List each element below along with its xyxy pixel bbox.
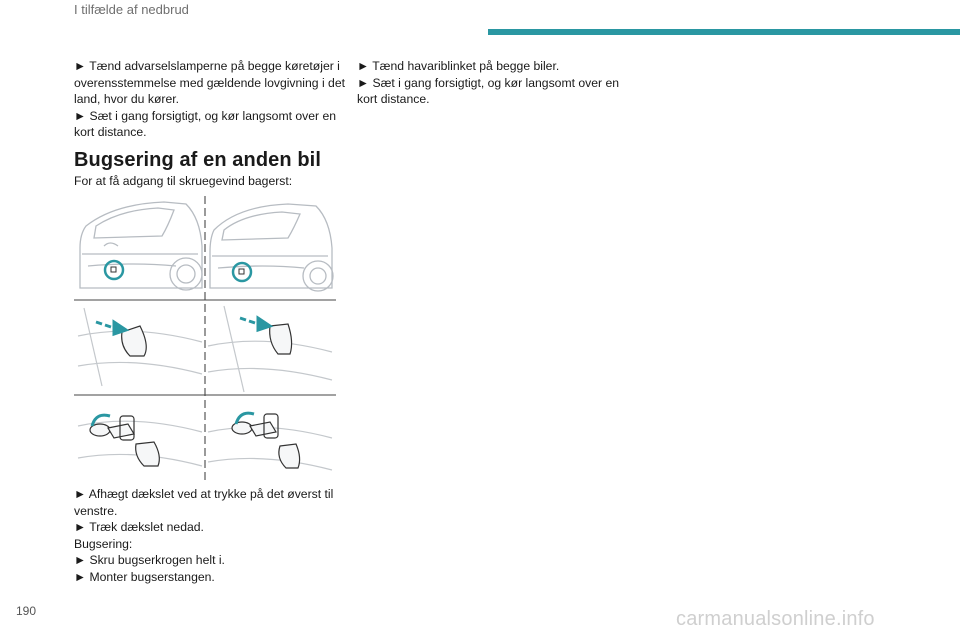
right-column xyxy=(357,58,629,108)
tow-hook-icon-left xyxy=(90,416,159,466)
cover-icon-right xyxy=(270,324,292,354)
left-paragraph-1: ► Tænd advarselslamperne på begge køretøjer i overensstemmelse med gældende lovgivning i det land, hvor du kører. xyxy=(74,59,345,107)
section-heading: Bugsering af en anden bil xyxy=(74,149,321,171)
left-column xyxy=(74,58,346,141)
header-accent-rule xyxy=(488,29,960,35)
towing-eye-highlight-right xyxy=(233,263,251,281)
step-4: ► Skru bugserkrogen helt i. xyxy=(74,553,225,568)
car-rear-right-icon xyxy=(210,204,333,291)
arrow-icon-right xyxy=(240,318,270,330)
step-1: ► Afhægt dækslet ved at trykke på det øverst til venstre. xyxy=(74,487,334,518)
steps-list xyxy=(74,486,346,586)
towing-eye-highlight-left xyxy=(105,261,123,279)
step-3: Bugsering: xyxy=(74,536,133,551)
tow-hook-icon-right xyxy=(232,414,300,468)
step-2: ► Træk dækslet nedad. xyxy=(74,520,204,535)
section-intro: For at få adgang til skruegevind bagerst: xyxy=(74,174,293,188)
page-number: 190 xyxy=(16,604,37,618)
towing-eye-cover-illustration xyxy=(74,196,336,482)
car-rear-left-icon xyxy=(80,202,202,290)
header-title: I tilfælde af nedbrud xyxy=(74,2,189,17)
watermark-link[interactable]: carmanualsonline.info xyxy=(676,608,875,630)
step-5: ► Monter bugserstangen. xyxy=(74,569,215,584)
right-paragraph-2: ► Sæt i gang forsigtigt, og kør langsomt over en kort distance. xyxy=(357,75,620,107)
left-paragraph-2: ► Sæt i gang forsigtigt, og kør langsomt over en kort distance. xyxy=(74,108,337,140)
right-paragraph-1: ► Tænd havariblinket på begge biler. xyxy=(357,59,560,73)
